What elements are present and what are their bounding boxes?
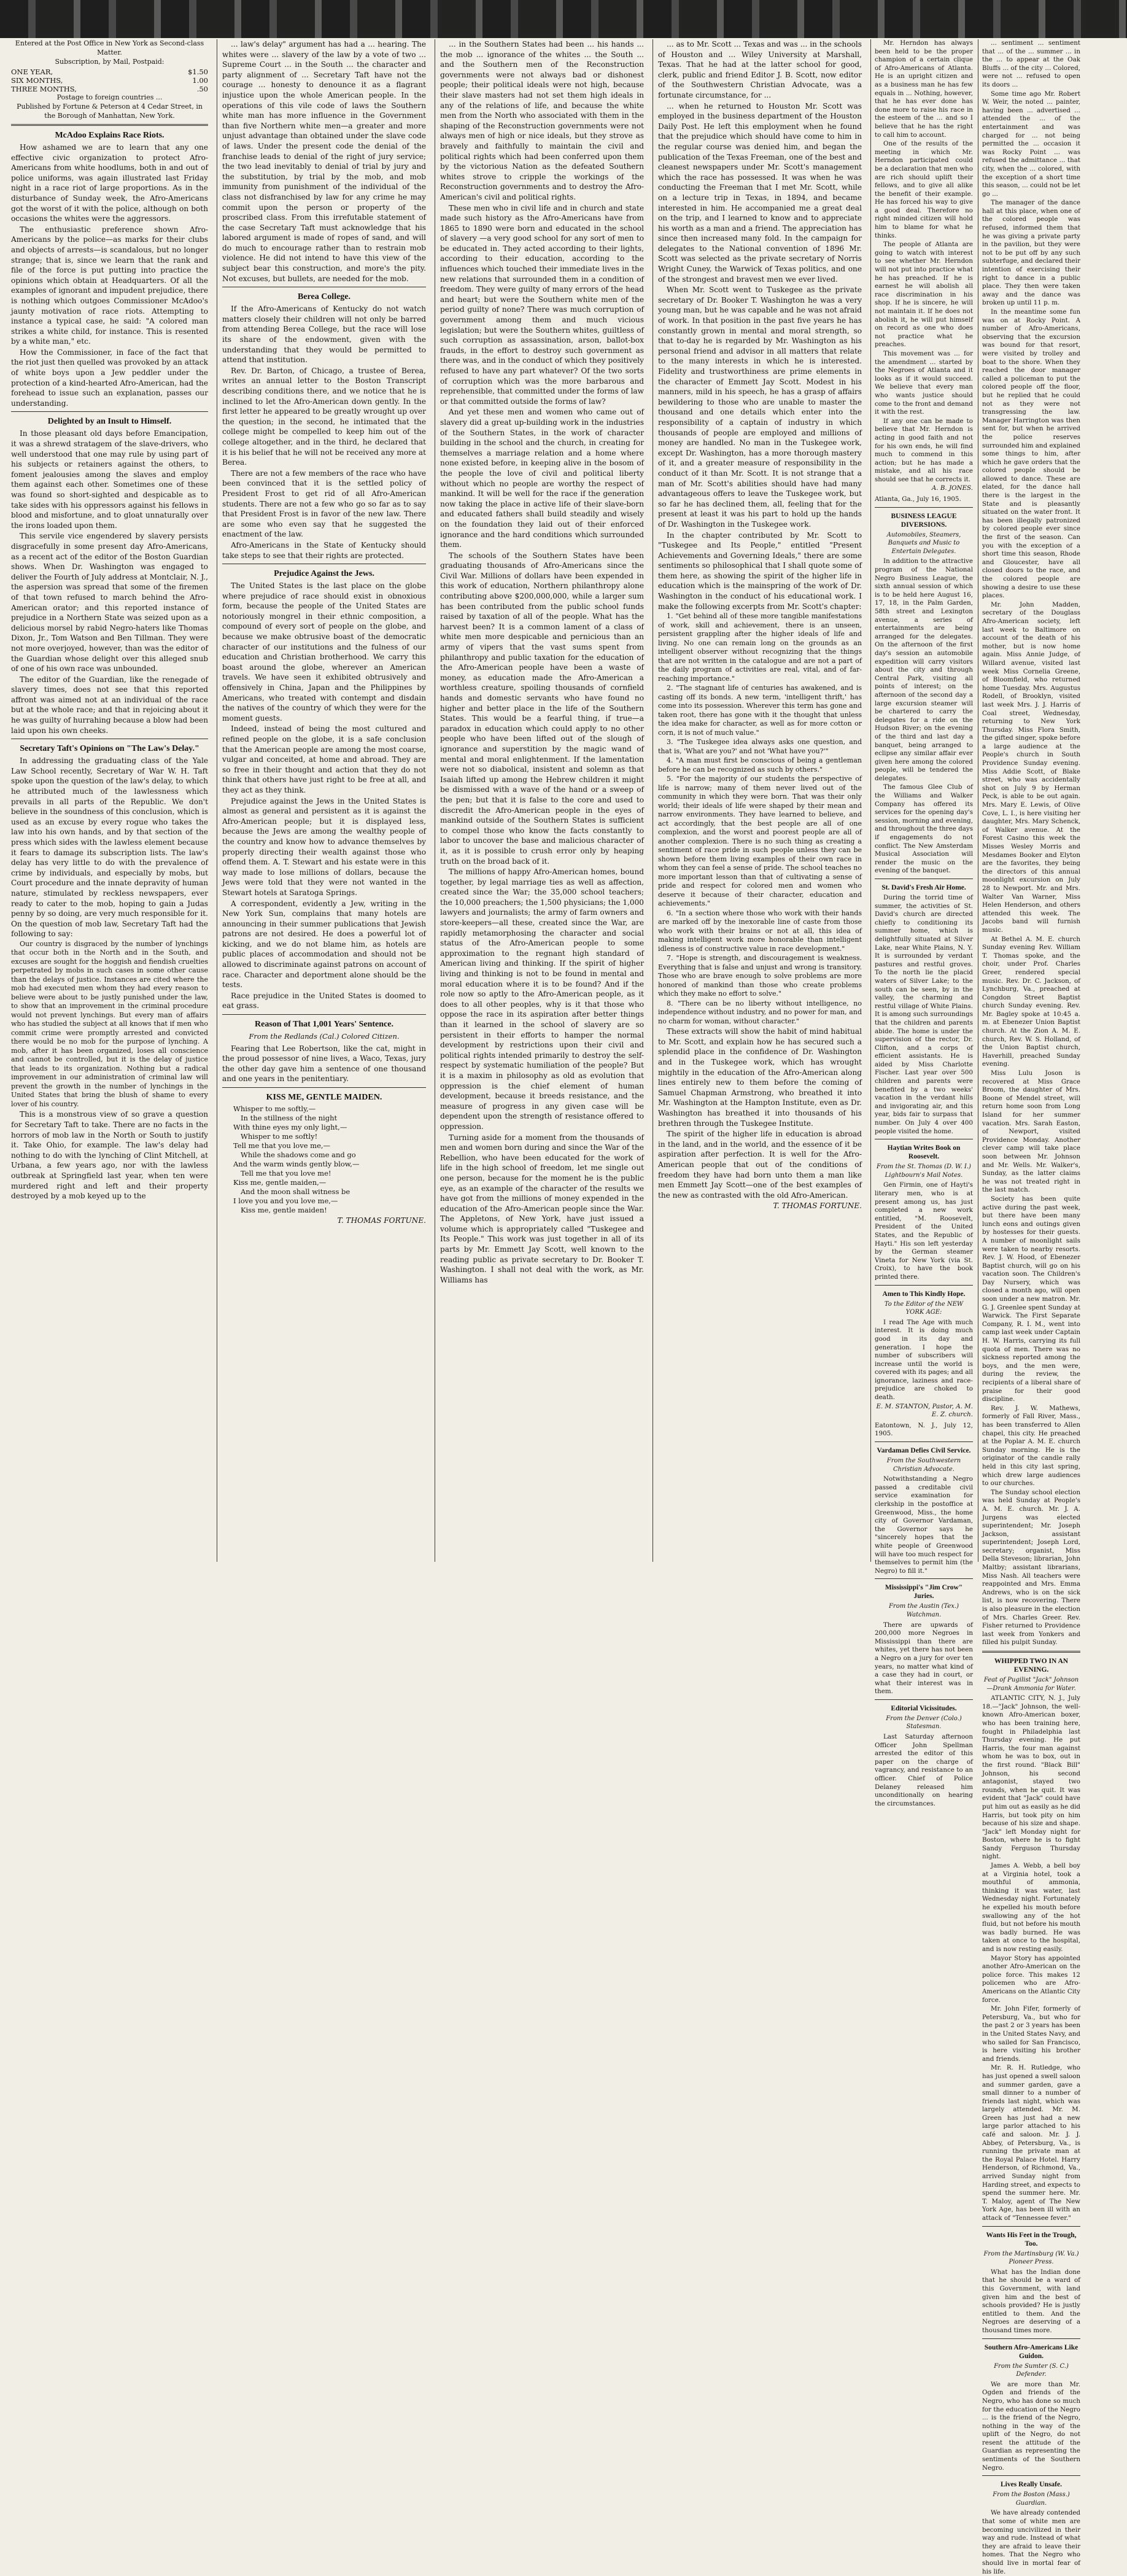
- poem-line: Whisper to me softly!: [241, 1132, 318, 1141]
- divider: [982, 2475, 1080, 2476]
- article-headline: St. David's Fresh Air Home.: [881, 884, 966, 891]
- article-paragraph: At Bethel A. M. E. church Sunday evening Rev. William T. Thomas spoke, and the choir, under Prof. Charles Greer, rendered special music. Rev. Dr. C. Jackson, of Lynchburg, Va., preached at Congdon Street Baptist church Sunday evening. Rev. Mr. Bagley spoke at 10:45 a. m. at Ebenezer Union Baptist church. At the Zion A. M. E. church, Rev. W. S. Holland, of the Union Baptist church, Haverhill, preached Sunday evening.: [982, 935, 1080, 1068]
- article-paragraph: The manager of the dance hall at this place, when one of the colored people was refused, informed them that he was giving a private party in the pavilion, but they were not to be put off by any such subterfuge, and declared their intention of exercising their right to dance in a public place. They then were taken away and the dance was broken up until 11 p. m.: [982, 199, 1080, 307]
- article-source: From the Redlands (Cal.) Colored Citizen.: [249, 1032, 400, 1041]
- article-paragraph: This servile vice engendered by slavery persists disgracefully in some present day Afro-Americans, as a recent act of the editor of the Boston Guardian shows. When Dr. Washington was engaged to deliver the Fourth of July address at Montclair, N. J., the aspersion was spread that some of the firemen of that town refused to march behind the Afro-American orator; and this reported instance of prejudice in a Northern State was seized upon as a delicious morsel by rabid Negro-haters like Thomas Dixon, Jr., Tom Watson and Ben Tillman. They were not more overjoyed, however, than was the editor of the Guardian whose delight over this alleged snub of one of his own race was unbounded.: [11, 532, 208, 673]
- article-source: From the Austin (Tex.) Watchman.: [888, 1603, 959, 1618]
- article-headline: Amen to This Kindly Hope.: [882, 1290, 966, 1298]
- poem-line: And the moon shall witness be: [241, 1187, 350, 1196]
- article-paragraph: Fearing that Lee Robertson, like the cat, might in the proud possessor of nine lives, a Waco, Texas, jury the other day gave him a sentence of one thousand and one years in the penitentiary.: [222, 1044, 426, 1084]
- article-paragraph: Miss Lulu Joson is recovered at Miss Grace Broom, the daughter of Mrs. Boone of Mendel street, will return home soon from Long Island for her summer vacation. Mrs. Sarah Easton, of Newport, visited Providence Monday. Another clever camp will take place soon between Mr. Johnson and Mr. Wells. Mr. Walker's, Sunday, as the latter claims he was not treated right in the last match.: [982, 1069, 1080, 1194]
- article-headline: Reason of That 1,001 Years' Sentence.: [255, 1020, 393, 1030]
- article-paragraph: James A. Webb, a bell boy at a Virginia hotel, took a mouthful of ammonia, thinking it was water, last Wednesday night. Fortunately he expelled his mouth before swallowing any of the hot fluid, but not before his mouth was badly burned. He was taken at once to the hospital, and is now resting easily.: [982, 1862, 1080, 1953]
- article-paragraph: I read The Age with much interest. It is doing much good in its day and generation. I hope the number of subscribers will increase until the world is covered with its pages; and all ignorance, laziness and race-prejudice are choked to death.: [875, 1318, 973, 1402]
- article-paragraph: How ashamed we are to learn that any one effective civic organization to protect Afro-Americans from white hoodlums, both in and out of police uniforms, was again illustrated last Friday night in a race riot of large proportions. As in the disturbance of Sunday week, the Afro-Americans got the worst of it with the police, although on both occasions the whites were the aggressors.: [11, 143, 208, 223]
- poem-line: Kiss me, gentle maiden!: [241, 1206, 327, 1214]
- article-headline: Southern Afro-Americans Like Guidon.: [984, 2343, 1079, 2360]
- article-paragraph: Society has been quite active during the past week, but there have been many lunch eons and outings given by hostesses for their guests. A number of moonlight sails were taken to nearby resorts. Rev. J. W. Hood, of Ebenezer Baptist church, will go on his vacation soon. The Children's Day Nursery, which was closed a month ago, will open soon under a new matron. Mr. G. J. Greenlee spent Sunday at Warwick. The First Separate Company, R. I. M., went into camp last week under Captain H. W. Harris, carrying its full quota of men. There was no sickness reported among the boys, and the men were, during the review, the recipients of a liberal share of praise for their good discipline.: [982, 1195, 1080, 1403]
- article-paragraph: Notwithstanding a Negro passed a creditable civil service examination for clerkship in the postoffice at Greenwood, Miss., the home city of Governor Vardaman, the Governor says he "sincerely hopes that the white people of Greenwood will have too much respect for themselves to permit him (the Negro) to fill it.": [875, 1475, 973, 1575]
- article-source: From the Martinsburg (W. Va.) Pioneer Press.: [983, 2250, 1079, 2266]
- article-source: From the Southwestern Christian Advocate.: [886, 1457, 961, 1473]
- column-5: [870, 39, 1084, 2575]
- column-5-right: [978, 39, 1080, 2575]
- terms-row: ONE YEAR, $1.50: [11, 67, 208, 76]
- article-paragraph: One of the results of the meeting in which Mr. Herndon participated could be a declaration that men who are rich should uplift their fellows, and to give all alike the benefit of their example. He has forced his way to give a good deal. Therefore no right minded citizen will hold him to blame for what he thinks.: [875, 140, 973, 239]
- article-paragraph: Mayor Story has appointed another Afro-American on the police force. This makes 12 policemen who are Afro-Americans on the Atlantic City force.: [982, 1954, 1080, 2004]
- article-source: From the Boston (Mass.) Guardian.: [993, 2491, 1070, 2507]
- divider: [11, 124, 208, 126]
- article-paragraph: ... law's delay" argument has had a ... hearing. The whites were ... slavery of the law by a vote of two ... Supreme Court ... in the South ... the character and party alignment of ... Secretary Taft have not the courage ... honesty to denounce it as a flagrant injustice upon the whole American people. In the operations of this vile code of laws the Southern white man has more influence in the Government than five Northern white men—a greater and more unjust advantage than obtained under the slave code of laws. Under the present code the denial of the franchise leads to denial of the right of jury service; the two lead inevitably to denial of trial by jury and the substitution, by trial by the mob, and mob immunity from punishment of the individual of the class not disfranchised by law for any crime he may commit upon the person or property of the proscribed class. From this irrefutable statement of the case Secretary Taft must acknowledge that his labored argument is made of ropes of sand, and will do much to encourage rather than to restrain mob violence. He did not intend to have this view of the subject bear this construction, and more's the pity. Not excuses, but bullets, are needed for the mob.: [222, 40, 426, 283]
- article-paragraph: If the Afro-Americans of Kentucky do not watch matters closely their children will not only be barred from attending Berea College, but the race will lose its share of the endowment, given with the understanding that they would be permitted to attend that institution.: [222, 305, 426, 365]
- article-paragraph: There are upwards of 200,000 more Negroes in Mississippi than there are whites, yet there has not been a Negro on a jury for over ten years, no matter what kind of a case they had in court, or what their interest was in them.: [875, 1621, 973, 1696]
- poem-line: With thine eyes my only light,—: [233, 1123, 347, 1131]
- divider: [11, 411, 208, 412]
- article-headline: Editorial Vicissitudes.: [891, 1704, 957, 1712]
- article-subhead: Automobiles, Steamers, Banquets and Music to Entertain Delegates.: [886, 531, 961, 555]
- divider: [875, 1441, 973, 1442]
- article-paragraph: The schools of the Southern States have been graduating thousands of Afro-Americans since the Civil War. Millions of dollars have been expended in this work of education, Northern philanthropy alone contributing above $200,000,000, while a larger sum has been contributed from the public school funds raised by taxation of all of the people. What has the harvest been? It is a common lament of a class of white men more despicable and pernicious than an army of vipers that the vast sums spent from philanthropy and public taxation for the education of the Afro-American people have been a waste of money, as education made the Afro-American a worthless creature, spoiling thousands of cornfield hands and domestic servants who have found no higher and better place in the life of the Southern States. This would be a fearful thing, if true—a paradox in education which could apply to no other people who have been lifted out of the slough of ignorance and superstition by the magic wand of mental and moral enlightenment. If the lamentation were not so diabolical, insistent and solemn as that Isaiah lifted up among the Hebrew children it might be dismissed with a wave of the hand or a sweep of the pen; but that it is false to the core and used to discredit the Afro-American people in the eyes of mankind outside of the Southern States is sufficient to compel those who know the facts constantly to labor to uncover the base and malicious character of it, as it is possible to crush error only by heaping truth on the broad back of it.: [440, 551, 644, 866]
- article-paragraph: And yet these men and women who came out of slavery did a great up-building work in the industries of the Southern States, in the work of character building in the school and the church, in creating for themselves a marriage relation and a home where none existed before, in keeping alive in the bosom of the people the love of civil and political liberty without which no people are worthy the respect of mankind. It will be well for the race if the generation now taking the place in active life of their slave-born and educated fathers shall build steadily and wisely on the foundation they laid out of their enforced ignorance and the hard conditions which surrounded them.: [440, 408, 644, 549]
- article-headline: Mississippi's "Jim Crow" Juries.: [885, 1584, 963, 1600]
- article-paragraph: There are not a few members of the race who have been convinced that it is the settled policy of President Frost to get rid of all Afro-American students. There are not a few who go so far as to say that President Frost is in favor of the new law. There are some who even say that he suggested the enactment of the law.: [222, 468, 426, 539]
- article-paragraph: If any one can be made to believe that Mr. Herndon is acting in good faith and not for his own ends, he will find much to commend in this action; but he has made a mistake, and all his race should see that he corrects it.: [875, 417, 973, 483]
- article-paragraph: ATLANTIC CITY, N. J., July 18.—"Jack" Johnson, the well-known Afro-American boxer, who has been training here, fought in Philadelphia last Thursday evening. He put Harris, the four man against whom he was to box, out in the first round. "Black Bill" Johnson, his second antagonist, stayed two rounds, when he quit. It was evident that "Jack" could have put him out as easily as he did Harris, but took pity on him because of his size and shape. "Jack" left Monday night for Boston, where he is to fight Sandy Ferguson Thursday night.: [982, 1694, 1080, 1861]
- article-source: From the Denver (Colo.) Statesman.: [886, 1715, 962, 1731]
- article-source: From the Sumter (S. C.) Defender.: [994, 2362, 1069, 2378]
- article-source: To the Editor of the NEW YORK AGE:: [884, 1300, 964, 1316]
- article-paragraph: A correspondent, evidently a Jew, writing in the New York Sun, complains that many hotels are announcing in their summer publications that Jewish patrons are not desired. He does a powerful lot of kicking, and we do not blame him, as hotels are public places of accommodation and should not be allowed to discriminate against patrons on account of race. Character and deportment alone should be the tests.: [222, 899, 426, 990]
- terms-title: Subscription, by Mail, Postpaid:: [55, 58, 165, 66]
- postage-note: Postage to foreign countries ...: [56, 93, 163, 101]
- article-paragraph: These extracts will show the habit of mind habitual to Mr. Scott, and explain how he has secured such a splendid place in the confidence of Dr. Washington and in the Tuskegee work, which has wrought mightily in the education of the Afro-American along lines entirely new to them before the coming of Samuel Chapman Armstrong, who breathed it into Mr. Washington at the Hampton Institute, even as Dr. Washington has breathed it into thousands of his brethren through the Tuskegee Institute.: [658, 1027, 862, 1128]
- poem-line: Tell me that you love me!: [241, 1169, 331, 1177]
- poem-signature: T. THOMAS FORTUNE.: [337, 1216, 426, 1225]
- article-paragraph: This is a monstrous view of so grave a question for Secretary Taft to take. There are no facts in the horrors of mob law in the North or South to justify it. Take Ohio, for example. The law's delay had nothing to do with the lynching of Clint Mitchell, at Urbana, a few years ago, nor with the lawless outbreak at Springfield last year, when ten were murdered right and left and their property destroyed by a mob keyed up to the: [11, 1110, 208, 1201]
- article-paragraph: The Sunday school election was held Sunday at People's A. M. E. church. Mr. J. A. Jurgens was elected superintendent; Mr. Joseph Jackson, assistant superintendent; Joseph Lord, secretary; organist, Miss Della Steveson; librarian, John Maltby; assistant librarians, Miss Nash. All teachers were reappointed and Mrs. Emma Andrews, who is on the sick list, is now recovering. There is also pleasure in the election of Mrs. Charles Greer. Rev. Fisher returned to Providence last week from Yonkers and filled his pulpit Sunday.: [982, 1488, 1080, 1647]
- poem-title: KISS ME, GENTLE MAIDEN.: [266, 1093, 382, 1102]
- column-5-left: [875, 39, 973, 1807]
- article-headline: Secretary Taft's Opinions on "The Law's Delay.": [20, 744, 199, 754]
- article-headline: Vardaman Defies Civil Service.: [877, 1447, 971, 1455]
- article-headline: Haytian Writes Book on Roosevelt.: [887, 1144, 961, 1161]
- divider: [875, 1699, 973, 1700]
- column-4: [653, 39, 867, 1562]
- column-3: [435, 39, 649, 1562]
- quoted-paragraph: 2. "The stagnant life of centuries has awakened, and is casting off its bonds. A new term, 'intelligent thrift,' has come into its possession. Wherever this term has gone and taken root, there has gone with it the thought that unless the idea make for character, as well as for more cotton or corn, it is not of much value.": [658, 684, 862, 737]
- poem-line: Tell me that you love me,—: [233, 1141, 331, 1150]
- article-paragraph: Rev. Dr. Barton, of Chicago, a trustee of Berea, writes an annual letter to the Boston Transcript describing conditions there, and we notice that he is inclined to let the Afro-American down gently. In the first letter he appeared to be greatly wrought up over the question; in the second, he intimated that the college might be compelled to keep him out of the college altogether, and in the third, he declared that it is his belief that he will not be received any more at Berea.: [222, 366, 426, 467]
- column-1: [6, 39, 213, 1562]
- article-headline: Lives Really Unsafe.: [1001, 2481, 1062, 2489]
- quoted-paragraph: 4. "A man must first be conscious of being a gentleman before he can be recognized as such by others.": [658, 756, 862, 774]
- article-paragraph: In those pleasant old days before Emancipation, it was a shrewd stratagem of the slave-drivers, who well understood that one may rule by using part of his subjects or retainers against the others, to foment jealousies among the slaves and employ them against each other. Sometimes one of these was found so short-sighted and despicable as to take sides with his oppressors against his fellows in blood and misfortune, and to gloat unnaturally over the irons loaded upon them.: [11, 429, 208, 530]
- letter-place: Eatontown, N. J., July 12, 1905.: [875, 1421, 973, 1438]
- quoted-paragraph: 7. "Hope is strength, and discouragement is weakness. Everything that is false and unjust and wrong is transitory. Those who are brave enough to solve problems are more honored of mankind than those who create problems which they make no effort to solve.": [658, 954, 862, 998]
- divider: [982, 2226, 1080, 2227]
- poem-line: In the stillness of the night: [241, 1114, 338, 1122]
- divider: [875, 1578, 973, 1579]
- quoted-paragraph: 5. "For the majority of our students the perspective of life is narrow; many of them never lived out of the community in which they were born. That was their only world; their ideals of life were shaped by their mean and narrow environments. They have learned to believe, and act accordingly, that the best people are all of one complexion, and the worst and poorest people are all of another complexion. There is no such thing as creating a sentiment of race pride in such people unless they can be shown before them living examples of their own race in whom they can feel a sense of pride. The school teaches no more important lesson than that of cultivating a sense of pride and respect for colored men and women who deserve it because of their character, education and achievements.": [658, 775, 862, 908]
- article-paragraph: Prejudice against the Jews in the United States is almost as general and persistent as it is against the Afro-American people; but it is displayed less, because the Jews are among the wealthy people of the country and know how to advance themselves by properly directing their wealth against those who offend them. A. T. Stewart and his estate were in this way made to lose millions of dollars, because the Jews were told that they were not wanted in the Stewart hotels at Saratoga Springs.: [222, 796, 426, 897]
- article-headline: BUSINESS LEAGUE DIVERSIONS.: [891, 512, 957, 529]
- article-paragraph: The United States is the last place on the globe where prejudice of race should exist in obnoxious form, because the people of the United States are notoriously mongrel in their ethnic composition, a compound of every sort of people on the globe, and because we make obtrusive boast of the democratic character of our institutions and the fulness of our education and Christian brotherhood. We carry this boast around the globe, wherever an American travels. We have seen it exhibited obtrusively and offensively in China, Japan and the Philippines by Americans, who treated with contempt and disdain the natives of the country of which they were for the moment guests.: [222, 581, 426, 723]
- terms-row: SIX MONTHS, 1.00: [11, 76, 208, 85]
- article-headline: Delighted by an Insult to Himself.: [47, 417, 172, 427]
- article-paragraph: In the chapter contributed by Mr. Scott to "Tuskegee and Its People," entitled "Present Achievements and Governing Ideals," there are some sentiments so philosophical that I shall quote some of them here, as showing the spirit of the higher life in education which is the mainspring of the work of Dr. Washington in the conduct of his educational work. I make the following excerpts from Mr. Scott's chapter:: [658, 530, 862, 611]
- article-paragraph: What has the Indian done that he should be a ward of this Government, with land given him and the best of schools provided? He is justly entitled to them. And the Negroes are deserving of a thousand times more.: [982, 2268, 1080, 2334]
- article-subhead: Feat of Pugilist "Jack" Johnson—Drank Ammonia for Water.: [983, 1677, 1079, 1692]
- article-paragraph: In addressing the graduating class of the Yale Law School recently, Secretary of War W. H. Taft spoke upon the question of the law's delay, to which he attributed much of the lawlessness which prevails in all parts of the Republic. We don't believe in the soundness of this conclusion, which is used as an excuse by every rogue who takes the law into his own hands, and by that section of the press which sides with the lawless element because it fears to damage its subscription lists. The law's delay has very little to do with the prevalence of crime by individuals, and especially by mobs, but Court procedure and the innate depravity of human nature, stimulated by reckless newspapers, ever ready to cater to the mob, hoping to gain a Judas penny by so doing, are very much responsible for it. On the question of mob law, Secretary Taft had the following to say:: [11, 756, 208, 939]
- divider: [875, 1285, 973, 1286]
- article-paragraph: These men who in civil life and in church and state made such history as the Afro-Americans have from 1865 to 1890 were born and educated in the school of slavery —a very good school for any sort of men to be educated in. They acted according to their lights, according to their education, according to the influences which touched their immediate lives in the new relations that surrounded them in a condition of freedom. They were guilty of many errors of the head and heart; but were the Southern white men of the period guilty of none? There was much corruption of government among them and much vicious legislation; but were the Southern whites, guiltless of such corruption as assassination, arson, ballot-box frauds, in the effort to destroy such government as there was, and in the conduct of which they positively refused to have any part whatever? Of the two sorts of corruption which was the more barbarous and reprehensible, that committed under the forms of law or that committed outside the forms of law?: [440, 203, 644, 406]
- article-signature: T. THOMAS FORTUNE.: [773, 1201, 862, 1211]
- poem-line: While the shadows come and go: [241, 1150, 356, 1159]
- article-headline: WHIPPED TWO IN AN EVENING.: [994, 1658, 1069, 1674]
- poem-line: And the warm winds gently blow,—: [233, 1160, 360, 1168]
- poem-line: I love you and you love me,—: [233, 1197, 338, 1205]
- letter-signature: A. B. JONES.: [931, 484, 973, 492]
- article-paragraph: Some time ago Mr. Robert W. Weir, the noted ... painter, having been ... advertised ... attended the ... of the entertainment and was charged for ... not being permitted the ... occasion it was Rocky Point ... was refused the admittance ... that city, when the ... colored, with the exception of a short time this season, ... could not be let go ...: [982, 90, 1080, 198]
- article-paragraph: We are more than Mr. Ogden and friends of the Negro, who has done so much for the education of the Negro ... is the friend of the Negro, nothing in the way of the uplift of the Negro, do not resent the attitude of the Guardian as representing the sentiments of the Southern Negro.: [982, 2380, 1080, 2472]
- publisher-line: Published by Fortune & Peterson at 4 Cedar Street, in the Borough of Manhattan, New York.: [17, 103, 203, 120]
- article-paragraph: Race prejudice in the United States is doomed to eat grass.: [222, 991, 426, 1011]
- article-paragraph: The millions of happy Afro-American homes, bound together, by legal marriage ties as well as affection, created since the War; the 35,000 school teachers; the 10,000 preachers; the 1,500 physicians; the 1,000 lawyers and journalists; the army of farm owners and store-keepers—all these, created since the War, are rapidly metamorphosing the character and social status of the Afro-American people to some approximation to the regnant high standard of American living and thinking. If the spirit of higher living and thinking is not to be found in mental and moral education where it is to be found? And if the role now so aptly to the Afro-American people, as it does to all other peoples, why is it that those who oppose the race in its aspiration after better things than it learned in the school of slavery are so persistent in their efforts to hamper the normal development by restrictions upon their civil and political rights intended primarily to destroy the self-respect by systematic humiliation of the people? But it is a maxim in philosophy as old as evolution that oppression is the chief element of human development, because it breeds resistance, and the measure of progress in any given case will be dependent upon the strength of resistance offered to oppression.: [440, 867, 644, 1131]
- divider: [875, 507, 973, 508]
- article-paragraph: Mr. Herndon has always been held to be the proper champion of a certain clique of Afro-Americans of Atlanta. He is an upright citizen and as a business man he has few equals in ... Nothing, however, that he has ever done has done more to raise his race in the esteem of the ... and so I believe that he has the right to call him to account.: [875, 39, 973, 139]
- article-paragraph: The editor of the Guardian, like the renegade of slavery times, does not see that this reported affront was aimed not at an individual of the race but at the whole race; and that in rejoicing about it he was guilty of hurrahing because a blow had been laid upon his own cheeks.: [11, 675, 208, 735]
- article-paragraph: Afro-Americans in the State of Kentucky should take steps to see that their rights are protected.: [222, 540, 426, 560]
- article-paragraph: Rev. J. W. Mathews, formerly of Fall River, Mass., has been transferred to Allen chapel, this city. He preached at the Poplar A. M. E. church Sunday morning. He is the originator of the candle rally held in this city last spring, which drew large audiences to our churches.: [982, 1404, 1080, 1488]
- quoted-paragraph: Our country is disgraced by the number of lynchings that occur both in the North and in the South, and excuses are sought for the hoggish and fiendish cruelties perpetrated by mobs in such cases in some other cause than the delays of justice. Instances are cited where the mob had executed men whom they had every reason to believe were about to be justly punished under the law, to show that an improvement in the criminal procedure would not prevent lynchings. But every man of affairs who has studied the subject at all knows that if men who commit crime were promptly arrested and convicted there would be no mob for the purpose of lynching. A mob, after it has been organized, loses all conscience and cannot be controlled, but it is the delay of justice that leads to its organization. Nothing but a radical improvement in our administration of criminal law will prevent the growth in the number of lynchings in the United States that bring the blush of shame to every lover of his country.: [11, 939, 208, 1108]
- article-paragraph: The famous Glee Club of the Williams and Walker Company has offered its services for the opening day's session, morning and evening, and throughout the three days if engagements do not conflict. The New Amsterdam Musical Association will render the music on the evening of the banquet.: [875, 783, 973, 875]
- entry-notice: Entered at the Post Office in New York as Second-class Matter.: [15, 39, 204, 56]
- quoted-paragraph: 1. "Get behind all of these more tangible manifestations of work, skill and achievement, there is an unseen, persistent grappling after the higher ideals of life and living. No one can remain long on the grounds as an intelligent observer without recognizing that the things that are not written in the catalogue and are not a part of the daily program of activities are real, vital, and of far-reaching importance.": [658, 612, 862, 683]
- divider: [222, 1087, 426, 1088]
- article-headline: Prejudice Against the Jews.: [274, 569, 374, 579]
- quoted-paragraph: 8. "There can be no liberty without intelligence, no independence without industry, and no power for man, and no charm for woman, without character.": [658, 999, 862, 1025]
- divider: [982, 1651, 1080, 1653]
- subscription-terms: [11, 68, 208, 93]
- article-paragraph: Gen Firmin, one of Hayti's literary men, who is at present among us, has just completed a new work entitled, "M. Roosevelt, President of the United States, and the Republic of Hayti." His son left yesterday by the German steamer Vineta for New York (via St. Croix), to have the book printed there.: [875, 1181, 973, 1281]
- article-headline: Wants His Feet in the Trough, Too.: [986, 2231, 1077, 2248]
- article-paragraph: During the torrid time of summer, the activities of St. David's church are directed chiefly to conditioning its summer home, which is delightfully situated at Silver Lake, near White Plains, N. Y. It is surrounded by verdant pastures and restful groves. To the north lie the placid waters of Silver Lake; to the south can be seen, by in the valley, the charming and restful village of White Plains. It is among such surroundings that the children and parents abide. The home is under the supervision of the rector, Dr. Clifton, and a corps of efficient assistants. He is aided by Miss Charlotte Fischer. Last year over 500 children and parents were benefited by a two weeks' vacation in the verdant hills and invigorating air, and this year, bids fair to surpass that number. On July 4 over 400 people visited the home.: [875, 894, 973, 1135]
- article-paragraph: ... sentiment ... sentiment that ... of the ... summer ... in the ... to appear at the Oak Bluffs ... of the city ... Colored, were not ... refused to open its doors ...: [982, 39, 1080, 88]
- article-paragraph: Last Saturday afternoon Officer John Spellman arrested the editor of this paper on the charge of vagrancy, and resistance to an officer. Chief of Police Delaney released him unconditionally on hearing the circumstances.: [875, 1733, 973, 1807]
- article-paragraph: ... in the Southern States had been ... his hands ... the mob ... ignorance of the whites ... the South ... and the Southern men of the Reconstruction governments were not always bad or dishonest people; their political ideals were not high, because their slave masters had not set them high ideals in any of the relations of life, and because the white men from the North who associated with them in the shaping of the Reconstruction governments were not always men of high or nice ideals, but they strove as bravely and faithfully to maintain the civil and political rights which had been conferred upon them by the victorious Nation as the defeated Southern whites strove to cripple the workings of the Reconstruction governments and to destroy the Afro-American's civil and political rights.: [440, 40, 644, 201]
- article-paragraph: Mr. John Madden, secretary of the Douglass Afro-American society, left last week to Baltimore on account of the death of his mother, but is now home again. Miss Annie Judge, of Willard avenue, visited last week Miss Cornelia Greene, of Bloomfield, who returned home Tuesday. Mrs. Augustus Rodell, of Brooklyn, visited last week Mrs. J. J. Harris of Coal street, Wednesday, returning to New York Thursday. Miss Flora Smith, the gifted singer, spoke before a large audience at the People's church in South Providence Sunday evening. Miss Addie Scott, of Blake street, who was accidentally shot on July 9 by Herman Peck, is able to be out again. Mrs. Mary E. Lewis, of Olive Cove, L. I., is here visiting her daughter, Mrs. Mary Schenck, of Walker avenue. At the Forest Casino this week the Misses Wesley Morris and Mesdames Booker and Elyton are the favorites, they being the directors of this annual moonlight excursion on July 28 to Newport. Mr. and Mrs. Walter Van Warner, Miss Helen Henderson, and others attended this week. The Jacobs band will furnish music.: [982, 600, 1080, 934]
- article-paragraph: How the Commissioner, in face of the fact that the riot just then quelled was provoked by an attack of white boys upon a Jew peddler under the protection of a kind-hearted Afro-American, had the forehead to issue such an explanation, passes our understanding.: [11, 347, 208, 408]
- article-paragraph: We have already contended that some of white men are becoming uncivilized in their way and rude. Instead of what they are afraid to leave their homes. That the Negro who should live in mortal fear of his life.: [982, 2509, 1080, 2575]
- letter-place: Atlanta, Ga., July 16, 1905.: [875, 495, 961, 503]
- quoted-paragraph: 3. "The Tuskegee idea always asks one question, and that is, 'What are you?' and not 'What have you?'": [658, 738, 862, 755]
- terms-row: THREE MONTHS, .50: [11, 84, 208, 93]
- quoted-paragraph: 6. "In a section where those who work with their hands are marked off by the inexorable line of caste from those who work with their brains or not at all, this idea of making intelligent work more honorable than intelligent idleness is of constructive value in race development.": [658, 909, 862, 953]
- article-paragraph: ... when he returned to Houston Mr. Scott was employed in the business department of the Houston Daily Post. He left this employment when he found that the prejudice which should have come to him in the regular course was denied him, and began the publication of the Texas Freeman, one of the best and cleanest newspapers under Mr. Scott's management which the race has possessed. It was when he was conducting the Freeman that I met Mr. Scott, while on a lecture trip in Texas, in 1894, and became interested in him. He accompanied me a great deal on the trip, and I learned to know and to appreciate his worth as a man and a friend. The appreciation has since then increased many fold. In the campaign for delegates to the National convention of 1896 Mr. Scott was selected as the private secretary of Norris Wright Cuney, the Warwick of Texas politics, and one of the strongest and bravest men we ever lived.: [658, 101, 862, 284]
- article-paragraph: The enthusiastic preference shown Afro-Americans by the police—as marks for their clubs and objects of arrests—is scandalous, but no longer strange; that is, since we learn that the rank and file of the force is put putting into practice the opinions which obtain at Headquarters. Of all the examples of ignorant and impudent prejudice, there is nothing which outgoes Commissioner McAdoo's jaunty motivation of race riots. Attempting to instance a typical case, he said: "A colored man strikes a white child, for instance. This is resented by a white man," etc.: [11, 225, 208, 346]
- article-paragraph: Turning aside for a moment from the thousands of men and women born during and since the War of the Rebellion, who have been educated for the work of life in the high school of freedom, let me single out one person, because for the moment he is the public eye, as an example of the character of the results we have got from the millions of money expended in the education of the Afro-American people since the War. The Appletons, of New York, have just issued a volume which is appropriately called "Tuskegee and Its People." This work was just together in all of its parts by Mr. Emmett Jay Scott, well known to the reading public as private secretary to Dr. Booker T. Washington. I shall not deal with the work, as Mr. Williams has: [440, 1133, 644, 1284]
- article-paragraph: ... as to Mr. Scott ... Texas and was ... in the schools of Houston and ... Wiley University at Marshall, Texas. That he had at the latter school for good, clerk, public and friend Editor J. B. Scott, now editor of the Southwestern Christian Advocate, was a fortunate circumstance, for ...: [658, 40, 862, 99]
- divider: [982, 2338, 1080, 2339]
- poem-body: [222, 1104, 426, 1215]
- letter-signature: E. M. STANTON, Pastor, A. M. E. Z. church.: [876, 1402, 973, 1419]
- article-headline: Berea College.: [297, 292, 351, 302]
- article-paragraph: In the meantime some fun was on at Rocky Point. A number of Afro-Americans, observing that the excursion was bound for that resort, were visited by trolley and boat to the shore. When they reached the door manager called a policeman to put the colored people off the floor, but he replied that he could not as they were not transgressing the law. Manager Harrington was then sent for, but when he arrived the police reserves surrounded him and explained some things to him, after which he gave orders that the colored people should be allowed to dance. These are elated, for the dance hall there is the largest in the State and is pleasantly situated on the water front. It has been illegally patronized by colored people ever since the first of the season. Can you with the exception of a short time this season, Rhode and Gloucester, have all closed doors to the race, and the colored people are showing a desire to use these places.: [982, 308, 1080, 600]
- article-paragraph: The people of Atlanta are going to watch with interest to see whether Mr. Herndon will not put into practice what he has preached. If he is earnest he will abolish all race discrimination in his shop. If he is sincere, he will not maintain it. If he does not abolish it, he will put himself on record as one who does not practice what he preaches.: [875, 241, 973, 349]
- column-2: [217, 39, 431, 1562]
- article-headline: McAdoo Explains Race Riots.: [55, 131, 165, 140]
- article-paragraph: Mr. John Fifer, formerly of Petersburg, Va., but who for the past 2 or 3 years has been in the United States Navy, and who sailed for San Francisco, is here visiting his brother and friends.: [982, 2005, 1080, 2063]
- divider: [222, 1014, 426, 1015]
- article-paragraph: This movement was ... for the amendment ... started by the Negroes of Atlanta and it looks as if it would succeed. We believe that every man who wants justice should come to the front and demand it with the rest.: [875, 349, 973, 416]
- article-paragraph: The spirit of the higher life in education is abroad in the land, and in the world, and the essence of it be aspiration after perfection. It is well for the Afro-American people that out of the conditions of freedom they have had born unto them a man like men Emmett Jay Scott—one of the best examples of the new as contrasted with the old Afro-American.: [658, 1130, 862, 1200]
- article-paragraph: Mr. R. H. Rutledge, who has just opened a swell saloon and summer garden, gave a small dinner to a number of friends last night, which was largely attended. Mr. M. Green has just had a new large parlor attached to his café and saloon. Mr. J. J. Abbey, of Petersburg, Va., is running the private man at the Royal Palace Hotel. Harry Henderson, of Richmond, Va., arrived Sunday night from Harding street, and expects to spend the summer here. Mr. T. Maloy, agent of The New York Age, has been ill with an attack of "Tennessee fever.": [982, 2064, 1080, 2222]
- poem-line: Whisper to me softly,—: [233, 1104, 316, 1113]
- article-source: From the St. Thomas (D. W. I.) Lightbourn's Mail Notes.: [877, 1163, 971, 1179]
- article-paragraph: Indeed, instead of being the most cultured and refined people on the globe, it is a safe conclusion that the American people are among the most coarse, vulgar and conceited, at home and abroad. They are so free in their thought and action that they do not think that others have just right to be free at all, and they act as they think.: [222, 724, 426, 794]
- article-paragraph: In addition to the attractive program of the National Negro Business League, the sixth annual session of which is to be held here August 16, 17, 18, in the Palm Garden, 58th street and Lexington avenue, a series of entertainments are being arranged for the delegates. On the afternoon of the first day's session an automobile expedition will carry visitors about the city and through Central Park, visiting all points of interest; on the afternoon of the second day a large excursion steamer will be chartered to carry the delegates for a ride on the Hudson River; on the evening of the third and last day a banquet, being arranged to eclipse any similar affair ever given here among the colored people, will be tendered the delegates.: [875, 557, 973, 782]
- poem-line: Kiss me, gentle maiden,—: [233, 1178, 327, 1187]
- article-paragraph: When Mr. Scott went to Tuskegee as the private secretary of Dr. Booker T. Washington he was a very young man, but he was capable and he was not afraid of work. In that position in the past five years he has constantly grown in mental and moral strength, so that to-day he is regarded by Mr. Washington as his personal friend and advisor in all matters that relate to the many interests in which he is interested. Fidelity and trustworthiness are prime elements in the character of Emmett Jay Scott. Modest in his manners, mild in his speech, he has a grasp of affairs bewildering to those who are unable to master the thousand and one details which enter into the responsibility of a captain of industry in which thousands of people are employed and millions of money are handled. No man in the Tuskegee work, except Dr. Washington, has a more thorough mastery of it, and a greater measure of responsibility in the conduct of it than Mr. Scott. It is not strange that a man of Mr. Scott's abilities should have had many advantageous offers to leave the Tuskegee work, but so far he has declined them, all, feeling that for the present at least it was his part to hold up the hands of Dr. Washington in the Tuskegee work.: [658, 285, 862, 529]
